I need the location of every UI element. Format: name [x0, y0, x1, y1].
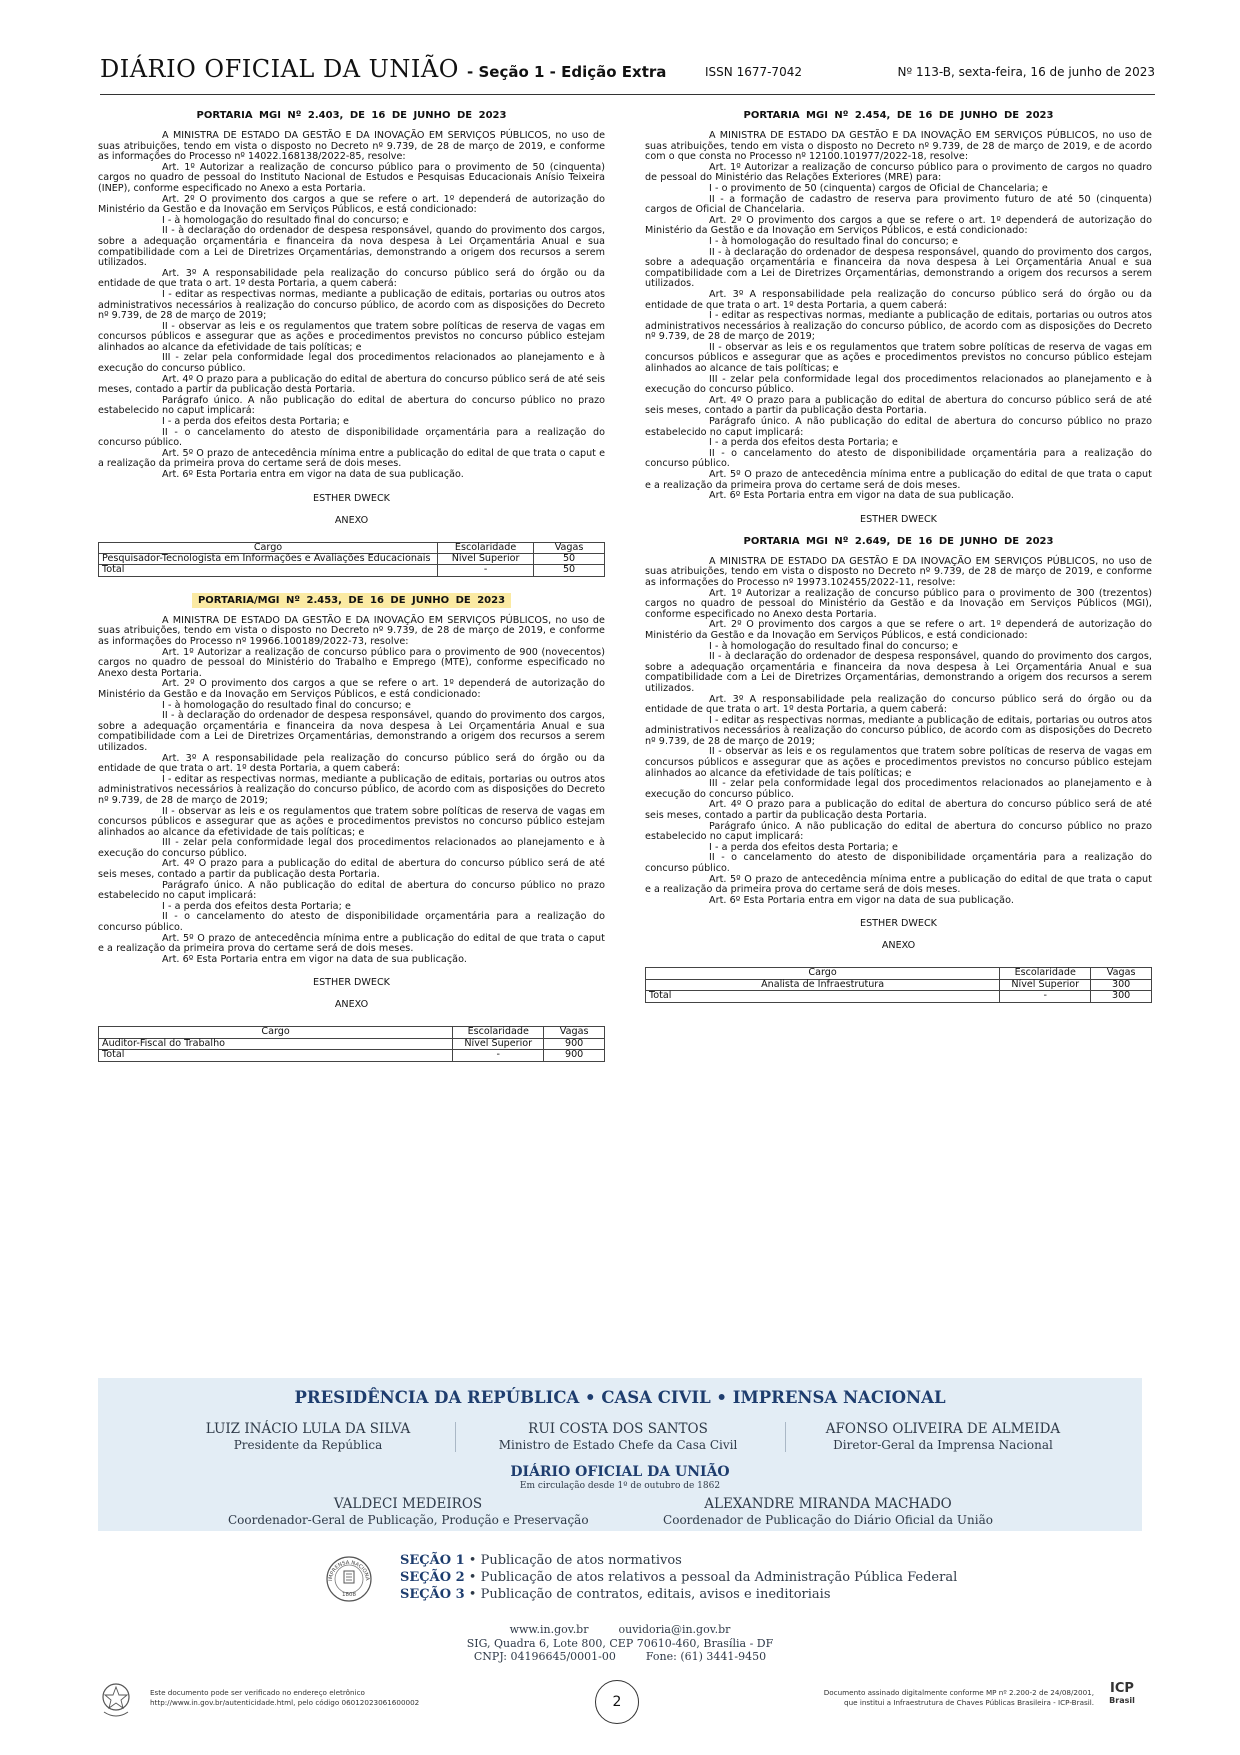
paragraph: II - observar as leis e os regulamentos que tratem sobre políticas de reserva de vagas em concursos públicos e assegurar que as ações e procedimentos previstos no concurso público estejam alinhados ao alcance da efetividade de tais políticas; e [98, 320, 605, 353]
official-role: Presidente da República [233, 1438, 383, 1452]
paragraph: Art. 4º O prazo para a publicação do edital de abertura do concurso público será de até seis meses, contado a partir da publicação desta Portaria. [645, 394, 1152, 417]
digital-signature-note [824, 1688, 1094, 1708]
issn: ISSN 1677-7042 [705, 65, 802, 79]
coordinator-general [228, 1495, 588, 1528]
table-header: Cargo [99, 542, 438, 553]
paragraph: II - o cancelamento do atesto de disponibilidade orçamentária para a realização do concurso público. [645, 447, 1152, 470]
paragraph: Art. 3º A responsabilidade pela realização do concurso público será do órgão ou da entidade de que trata o art. 1º desta Portaria, a quem caberá: [98, 752, 605, 775]
signature: ESTHER DWECK [313, 492, 390, 504]
email-link[interactable]: ouvidoria@in.gov.br [618, 1623, 731, 1636]
official-president [178, 1420, 438, 1453]
coordinator-role: Coordenador de Publicação do Diário Oficial da União [663, 1513, 993, 1527]
paragraph: I - editar as respectivas normas, mediante a publicação de editais, portarias ou outros atos administrativos necessários à realização do concurso público, de acordo com as disposições do Decreto nº 9.739, de 28 de março de 2019; [98, 288, 605, 322]
table-header: Cargo [646, 968, 1000, 979]
paragraph: Art. 6º Esta Portaria entra em vigor na data de sua publicação. [162, 953, 467, 965]
table-cell: 900 [544, 1050, 605, 1061]
paragraph: I - editar as respectivas normas, mediante a publicação de editais, portarias ou outros atos administrativos necessários à realização do concurso público, de acordo com as disposições do Decreto nº 9.739, de 28 de março de 2019; [98, 773, 605, 806]
dou-since: Em circulação desde 1º de outubro de 1862 [519, 1481, 721, 1491]
portaria-2649 [645, 536, 1152, 1003]
table-row [99, 1050, 605, 1061]
portaria-title: PORTARIA MGI Nº 2.649, DE 16 DE JUNHO DE 2023 [743, 535, 1054, 547]
paragraph: III - zelar pela conformidade legal dos procedimentos relacionados ao planejamento e à execução do concurso público. [98, 352, 605, 375]
table-cell: Total [646, 991, 1000, 1002]
table-cell: Total [99, 1050, 453, 1061]
coordinator-name: ALEXANDRE MIRANDA MACHADO [704, 1496, 952, 1512]
paragraph: II - à declaração do ordenador de despesa responsável, quando do provimento dos cargos, sobre a adequação orçamentária e financeira da nova despesa à Lei Orçamentária Anual e sua compatibilidade com a Lei de Diretrizes Orçamentárias, demonstrando a origem dos recursos a serem utilizados. [98, 225, 605, 269]
paragraph: III - zelar pela conformidade legal dos procedimentos relacionados ao planejamento e à execução do concurso público. [98, 837, 605, 859]
paragraph: Art. 1º Autorizar a realização de concurso público para o provimento de 300 (trezentos) cargos no quadro de pessoal do Ministério da Gestão e da Inovação em Serviços Públicos (MGI), conforme especificado no Anexo desta Portaria. [645, 587, 1152, 620]
paragraph: Parágrafo único. A não publicação do edital de abertura do concurso público no prazo estabelecido no caput implicará: [645, 416, 1152, 438]
section-label: SEÇÃO 2 [400, 1570, 465, 1585]
paragraph: III - zelar pela conformidade legal dos procedimentos relacionados ao planejamento e à execução do concurso público. [645, 778, 1152, 800]
table-cell: 300 [1091, 991, 1152, 1002]
annex-label: ANEXO [334, 999, 369, 1011]
paragraph: Art. 4º O prazo para a publicação do edital de abertura do concurso público será de até seis meses, contado a partir da publicação desta Portaria. [98, 373, 605, 396]
imprensa-nacional-seal-icon [325, 1555, 373, 1603]
paragraph: I - a perda dos efeitos desta Portaria; e [162, 416, 349, 428]
annex-table [98, 542, 605, 577]
paragraph: I - a perda dos efeitos desta Portaria; e [709, 437, 898, 449]
paragraph: Art. 1º Autorizar a realização de concurso público para o provimento de 900 (novecentos) cargos no quadro de pessoal do Ministério do Trabalho e Emprego (MTE), conforme especificado no Anexo desta Portaria. [98, 646, 605, 679]
official-role: Ministro de Estado Chefe da Casa Civil [498, 1438, 738, 1452]
divider [455, 1422, 456, 1452]
paragraph: A MINISTRA DE ESTADO DA GESTÃO E DA INOVAÇÃO EM SERVIÇOS PÚBLICOS, no uso de suas atribuições, tendo em vista o disposto no Decreto nº 9.739, de 28 de março de 2019, e conforme as informações do Processo nº 14022.168138/2022-85, resolve: [98, 130, 605, 163]
page-bottom [98, 1680, 1142, 1730]
paragraph: Art. 2º O provimento dos cargos a que se refere o art. 1º dependerá de autorização do Ministério da Gestão e da Inovação em Serviços Públicos, e está condicionado: [98, 678, 605, 700]
table-header: Vagas [534, 542, 605, 553]
paragraph: II - à declaração do ordenador de despesa responsável, quando do provimento dos cargos, sobre a adequação orçamentária e financeira da nova despesa à Lei Orçamentária Anual e sua compatibilidade com a Lei de Diretrizes Orçamentárias, demonstrando a origem dos recursos a serem utilizados. [645, 246, 1152, 290]
paragraph: II - observar as leis e os regulamentos que tratem sobre políticas de reserva de vagas em concursos públicos e assegurar que as ações e procedimentos previstos no concurso público estejam alinhados ao alcance da efetividade de tais políticas; e [645, 746, 1152, 779]
icp-brasil-logo-icon [1102, 1682, 1142, 1722]
address: SIG, Quadra 6, Lote 800, CEP 70610-460, Brasília - DF [466, 1636, 774, 1650]
masthead-title: DIÁRIO OFICIAL DA UNIÃO [100, 55, 459, 83]
section-label: SEÇÃO 1 [400, 1553, 465, 1568]
annex-label: ANEXO [334, 514, 369, 526]
dou-name: DIÁRIO OFICIAL DA UNIÃO [510, 1464, 730, 1480]
table-cell: 50 [534, 554, 605, 565]
paragraph: I - o provimento de 50 (cinquenta) cargos de Oficial de Chancelaria; e [709, 182, 1048, 194]
portaria-title: PORTARIA MGI Nº 2.403, DE 16 DE JUNHO DE 2023 [196, 110, 507, 121]
table-header-row [646, 968, 1152, 979]
highlighted-title: PORTARIA/MGI Nº 2.453, DE 16 DE JUNHO DE 2023 [192, 593, 511, 608]
table-row [99, 1038, 605, 1049]
verification-line[interactable]: http://www.in.gov.br/autenticidade.html, pelo código 06012023061600002 [150, 1698, 420, 1707]
paragraph: A MINISTRA DE ESTADO DA GESTÃO E DA INOVAÇÃO EM SERVIÇOS PÚBLICOS, no uso de suas atribuições, tendo em vista o disposto no Decreto nº 9.739, de 28 de março de 2019, e conforme as informações do Processo nº 19966.100189/2022-73, resolve: [98, 614, 605, 647]
right-column [645, 110, 1152, 1003]
table-cell: Nível Superior [453, 1038, 544, 1049]
table-cell: - [1000, 991, 1091, 1002]
portaria-title: PORTARIA MGI Nº 2.454, DE 16 DE JUNHO DE 2023 [743, 110, 1054, 121]
website-link[interactable]: www.in.gov.br [509, 1623, 589, 1636]
paragraph: I - à homologação do resultado final do concurso; e [162, 214, 409, 226]
section-label: - Seção 1 - Edição Extra [467, 63, 667, 81]
coordinator-publication [638, 1495, 1018, 1528]
paragraph: II - à declaração do ordenador de despesa responsável, quando do provimento dos cargos, sobre a adequação orçamentária e financeira da nova despesa à Lei Orçamentária Anual e sua compatibilidade com a Lei de Diretrizes Orçamentárias, demonstrando a origem dos recursos a serem utilizados. [645, 651, 1152, 694]
official-casa-civil [468, 1420, 768, 1453]
annex-table [645, 967, 1152, 1002]
signature: ESTHER DWECK [860, 513, 937, 525]
paragraph: Art. 2º O provimento dos cargos a que se refere o art. 1º dependerá de autorização do Ministério da Gestão e da Inovação em Serviços Públicos, e está condicionado: [98, 193, 605, 216]
paragraph: Art. 1º Autorizar a realização de concurso público para o provimento de cargos no quadro de pessoal do Ministério das Relações Exteriores (MRE) para: [645, 161, 1152, 184]
paragraph: I - à homologação do resultado final do concurso; e [709, 235, 958, 247]
portaria-2454 [645, 110, 1152, 525]
official-role: Diretor-Geral da Imprensa Nacional [833, 1438, 1053, 1452]
paragraph: Art. 6º Esta Portaria entra em vigor na data de sua publicação. [709, 894, 1014, 906]
table-header: Vagas [544, 1027, 605, 1038]
section-item [400, 1569, 957, 1586]
paragraph: Art. 3º A responsabilidade pela realização do concurso público será do órgão ou da entidade de que trata o art. 1º desta Portaria, a quem caberá: [645, 693, 1152, 716]
table-row [646, 991, 1152, 1002]
portaria-body [98, 616, 605, 966]
paragraph: II - a formação de cadastro de reserva para provimento futuro de até 50 (cinquenta) cargos de Oficial de Chancelaria. [645, 193, 1152, 216]
paragraph: Art. 5º O prazo de antecedência mínima entre a publicação do edital de que trata o caput e a realização da primeira prova do certame será de dois meses. [645, 873, 1152, 896]
icp-logo-text: ICP [1110, 1681, 1134, 1696]
verification-line: Este documento pode ser verificado no endereço eletrônico [150, 1688, 365, 1697]
masthead [100, 55, 666, 83]
section-item [400, 1552, 957, 1569]
signature: ESTHER DWECK [860, 918, 937, 930]
table-cell: Auditor-Fiscal do Trabalho [99, 1038, 453, 1049]
icp-logo-subtext: Brasil [1109, 1696, 1135, 1705]
table-cell: Total [99, 565, 438, 576]
table-cell: 300 [1091, 979, 1152, 990]
paragraph: Art. 5º O prazo de antecedência mínima entre a publicação do edital de que trata o caput e a realização da primeira prova do certame será de dois meses. [645, 469, 1152, 491]
table-cell: Nível Superior [1000, 979, 1091, 990]
section-item [400, 1586, 957, 1603]
paragraph: II - o cancelamento do atesto de disponibilidade orçamentária para a realização do concurso público. [98, 911, 605, 934]
table-cell: 50 [534, 565, 605, 576]
paragraph: Art. 3º A responsabilidade pela realização do concurso público será do órgão ou da entidade de que trata o art. 1º desta Portaria, a quem caberá: [645, 288, 1152, 311]
paragraph: Parágrafo único. A não publicação do edital de abertura do concurso público no prazo estabelecido no caput implicará: [98, 879, 605, 902]
paragraph: III - zelar pela conformidade legal dos procedimentos relacionados ao planejamento e à execução do concurso público. [645, 373, 1152, 396]
paragraph: I - a perda dos efeitos desta Portaria; e [709, 841, 898, 853]
phone: Fone: (61) 3441-9450 [645, 1650, 767, 1663]
portaria-title [98, 595, 605, 606]
coat-of-arms-icon [98, 1680, 134, 1720]
paragraph: Art. 2º O provimento dos cargos a que se refere o art. 1º dependerá de autorização do Ministério da Gestão e da Inovação em Serviços Públicos, e está condicionado: [645, 214, 1152, 237]
paragraph: Art. 4º O prazo para a publicação do edital de abertura do concurso público será de até seis meses, contado a partir da publicação desta Portaria. [98, 858, 605, 881]
paragraph: Art. 6º Esta Portaria entra em vigor na data de sua publicação. [709, 490, 1014, 502]
table-header: Escolaridade [453, 1027, 544, 1038]
official-name: RUI COSTA DOS SANTOS [528, 1421, 708, 1437]
paragraph: Art. 1º Autorizar a realização de concurso público para o provimento de 50 (cinquenta) cargos no quadro de pessoal do Instituto Nacional de Estudos e Pesquisas Educacionais Anísio Teixeira (INEP), conforme especificado no Anexo a esta Portaria. [98, 161, 605, 194]
portaria-body [645, 131, 1152, 502]
verification-note [150, 1688, 419, 1708]
page-number: 2 [595, 1680, 639, 1724]
left-column [98, 110, 605, 1062]
official-name: AFONSO OLIVEIRA DE ALMEIDA [825, 1421, 1061, 1437]
official-name: LUIZ INÁCIO LULA DA SILVA [205, 1421, 411, 1437]
seal-text: IMPRENSA NACIONA [327, 1559, 371, 1582]
contact-info [0, 1623, 1240, 1664]
table-cell: Analista de Infraestrutura [646, 979, 1000, 990]
paragraph: I - à homologação do resultado final do concurso; e [709, 640, 958, 652]
official-imprensa [798, 1420, 1088, 1453]
page-header [100, 55, 1155, 95]
portaria-body [645, 557, 1152, 907]
coordinator-name: VALDECI MEDEIROS [333, 1496, 483, 1512]
table-header-row [99, 542, 605, 553]
portaria-2453 [98, 595, 605, 1062]
paragraph: I - editar as respectivas normas, mediante a publicação de editais, portarias ou outros atos administrativos necessários à realização do concurso público, de acordo com as disposições do Decreto nº 9.739, de 28 de março de 2019; [645, 310, 1152, 343]
portaria-2403 [98, 110, 605, 577]
paragraph: I - a perda dos efeitos desta Portaria; e [162, 900, 351, 912]
paragraph: I - à homologação do resultado final do concurso; e [162, 699, 411, 711]
imprint-band [98, 1378, 1142, 1531]
annex-table [98, 1026, 605, 1061]
paragraph: Art. 5º O prazo de antecedência mínima entre a publicação do edital de que trata o caput e a realização da primeira prova do certame será de dois meses. [98, 932, 605, 955]
portaria-body [98, 131, 605, 481]
table-cell: - [453, 1050, 544, 1061]
paragraph: Parágrafo único. A não publicação do edital de abertura do concurso público no prazo estabelecido no caput implicará: [645, 820, 1152, 843]
table-cell: Nível Superior [438, 554, 534, 565]
paragraph: II - o cancelamento do atesto de disponibilidade orçamentária para a realização do concurso público. [645, 852, 1152, 874]
signature: ESTHER DWECK [313, 977, 390, 989]
paragraph: A MINISTRA DE ESTADO DA GESTÃO E DA INOVAÇÃO EM SERVIÇOS PÚBLICOS, no uso de suas atribuições, tendo em vista o disposto no Decreto nº 9.739, de 28 de março de 2019, e de acordo com o que consta no Processo nº 12100.101977/2022-18, resolve: [645, 130, 1152, 163]
paragraph: II - observar as leis e os regulamentos que tratem sobre políticas de reserva de vagas em concursos públicos e assegurar que as ações e procedimentos previstos no concurso público estejam alinhados ao alcance de tais políticas; e [645, 341, 1152, 375]
coordinator-role: Coordenador-Geral de Publicação, Produção e Preservação [228, 1513, 589, 1527]
table-cell: Pesquisador-Tecnologista em Informações e Avaliações Educacionais [99, 554, 438, 565]
paragraph: A MINISTRA DE ESTADO DA GESTÃO E DA INOVAÇÃO EM SERVIÇOS PÚBLICOS, no uso de suas atribuições, tendo em vista o disposto no Decreto nº 9.739, de 28 de março de 2019, e conforme as informações do Processo nº 19973.102455/2022-11, resolve: [645, 555, 1152, 588]
annex-label: ANEXO [881, 940, 916, 952]
section-desc: • Publicação de contratos, editais, avisos e ineditoriais [468, 1587, 831, 1602]
paragraph: Art. 5º O prazo de antecedência mínima entre a publicação do edital de que trata o caput e a realização da primeira prova do certame será de dois meses. [98, 447, 605, 470]
signature-line: que institui a Infraestrutura de Chaves Públicas Brasileira - ICP-Brasil. [844, 1698, 1094, 1707]
seal-year: 1808 [342, 1592, 356, 1598]
table-header: Escolaridade [438, 542, 534, 553]
paragraph: II - o cancelamento do atesto de disponibilidade orçamentária para a realização do concurso público. [98, 426, 605, 449]
table-cell: 900 [544, 1038, 605, 1049]
table-row [99, 554, 605, 565]
table-row [99, 565, 605, 576]
paragraph: II - observar as leis e os regulamentos que tratem sobre políticas de reserva de vagas em concursos públicos e assegurar que as ações e procedimentos previstos no concurso público estejam alinhados ao alcance da efetividade de tais políticas; e [98, 805, 605, 838]
section-label: SEÇÃO 3 [400, 1587, 465, 1602]
cnpj: CNPJ: 04196645/0001-00 [473, 1650, 616, 1663]
table-row [646, 979, 1152, 990]
paragraph: Art. 2º O provimento dos cargos a que se refere o art. 1º dependerá de autorização do Ministério da Gestão e da Inovação em Serviços Públicos, e está condicionado: [645, 619, 1152, 641]
paragraph: Art. 3º A responsabilidade pela realização do concurso público será do órgão ou da entidade de que trata o art. 1º desta Portaria, a quem caberá: [98, 267, 605, 290]
sections-list [400, 1552, 957, 1603]
paragraph: I - editar as respectivas normas, mediante a publicação de editais, portarias ou outros atos administrativos necessários à realização do concurso público, de acordo com as disposições do Decreto nº 9.739, de 28 de março de 2019; [645, 714, 1152, 747]
section-desc: • Publicação de atos relativos a pessoal da Administração Pública Federal [468, 1570, 958, 1585]
table-header-row [99, 1027, 605, 1038]
table-header: Escolaridade [1000, 968, 1091, 979]
section-desc: • Publicação de atos normativos [468, 1553, 682, 1568]
paragraph: Parágrafo único. A não publicação do edital de abertura do concurso público no prazo estabelecido no caput implicará: [98, 394, 605, 417]
imprint-title: PRESIDÊNCIA DA REPÚBLICA • CASA CIVIL • IMPRENSA NACIONAL [294, 1388, 946, 1407]
table-header: Cargo [99, 1027, 453, 1038]
table-header: Vagas [1091, 968, 1152, 979]
divider [785, 1422, 786, 1452]
paragraph: II - à declaração do ordenador de despesa responsável, quando do provimento dos cargos, sobre a adequação orçamentária e financeira da nova despesa à Lei Orçamentária Anual e sua compatibilidade com a Lei de Diretrizes Orçamentárias, demonstrando a origem dos recursos a serem utilizados. [98, 710, 605, 753]
paragraph: Art. 4º O prazo para a publicação do edital de abertura do concurso público será de até seis meses, contado a partir da publicação desta Portaria. [645, 799, 1152, 822]
signature-line: Documento assinado digitalmente conforme MP nº 2.200-2 de 24/08/2001, [823, 1688, 1094, 1697]
edition-info: Nº 113-B, sexta-feira, 16 de junho de 2023 [897, 65, 1155, 79]
paragraph: Art. 6º Esta Portaria entra em vigor na data de sua publicação. [162, 469, 464, 480]
table-cell: - [438, 565, 534, 576]
